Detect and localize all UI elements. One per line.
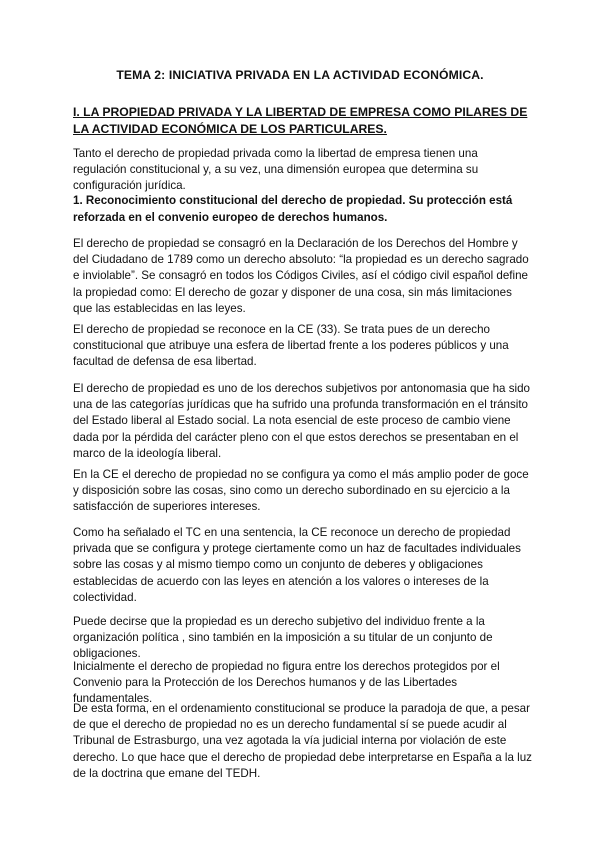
paragraph-3: El derecho de propiedad es uno de los derechos subjetivos por antonomasia que ha sido una de las categorías jurídicas que ha sufrido una profunda transformación en el tránsito del Estado liberal al Estado social. La nota esencial de este proceso de cambio viene dada por la pérdida del carácter pleno con el que estos derechos se presentaban en el marco de la ideología liberal. [73,382,530,460]
intro-paragraph: Tanto el derecho de propiedad privada como la libertad de empresa tienen una regulación constitucional y, a su vez, una dimensión europea que determina su configuración jurídica. [73,147,479,193]
paragraph-7: Inicialmente el derecho de propiedad no figura entre los derechos protegidos por el Convenio para la Protección de los Derechos humanos y de las Libertades fundamentales. [73,660,500,706]
paragraph-5: Como ha señalado el TC en una sentencia, la CE reconoce un derecho de propiedad privada que se configura y protege ciertamente como un haz de facultades individuales sobre las cosas y al mismo tiempo como un conjunto de deberes y obligaciones establecidas de acuerdo con las leyes en atención a los valores o intereses de la colectividad. [73,526,521,604]
document-title: TEMA 2: INICIATIVA PRIVADA EN LA ACTIVIDAD ECONÓMICA. [116,68,484,82]
paragraph-1: El derecho de propiedad se consagró en la Declaración de los Derechos del Hombre y del Ciudadano de 1789 como un derecho absoluto: “la propiedad es un derecho sagrado e inviolable”. Se consagró en todos los Códigos Civiles, así el código civil español define la propiedad como: El derecho de gozar y disponer de una cosa, sin más limitaciones que las establecidas en las leyes. [73,237,529,315]
subsection-heading: 1. Reconocimiento constitucional del derecho de propiedad. Su protección está reforzada en el convenio europeo de derechos humanos. [73,194,513,224]
paragraph-8: De esta forma, en el ordenamiento constitucional se produce la paradoja de que, a pesar de que el derecho de propiedad no es un derecho fundamental sí se puede acudir al Tribunal de Estrasburgo, una vez agotada la vía judicial interna por violación de este derecho. Lo que hace que el derecho de propiedad debe interpretarse en España a la luz de la doctrina que emane del TEDH. [73,702,532,780]
section-heading: I. LA PROPIEDAD PRIVADA Y LA LIBERTAD DE EMPRESA COMO PILARES DE LA ACTIVIDAD ECONÓMICA DE LOS PARTICULARES. [73,105,528,136]
paragraph-2: El derecho de propiedad se reconoce en la CE (33). Se trata pues de un derecho constitucional que atribuye una esfera de libertad frente a los poderes públicos y una facultad de defensa de esa libertad. [73,323,509,369]
paragraph-4: En la CE el derecho de propiedad no se configura ya como el más amplio poder de goce y disposición sobre las cosas, sino como un derecho subordinado en su ejercicio a la satisfacción de superiores intereses. [73,468,529,514]
paragraph-6: Puede decirse que la propiedad es un derecho subjetivo del individuo frente a la organización política , sino también en la imposición a su titular de un conjunto de obligaciones. [73,615,493,661]
